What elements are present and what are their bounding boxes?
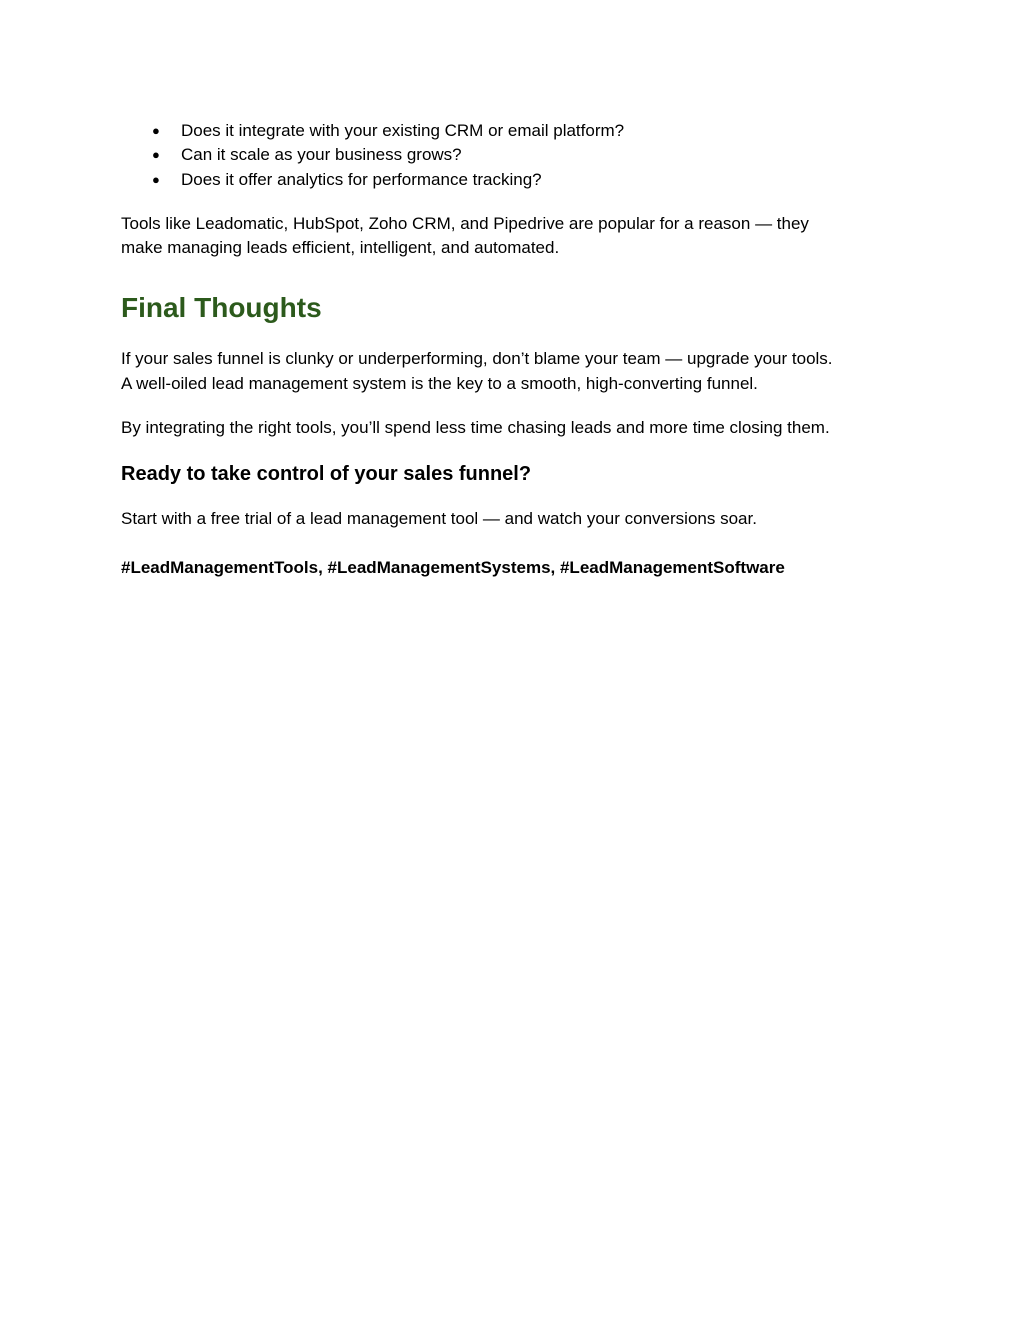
document-body bbox=[121, 119, 911, 580]
question-bullet-list bbox=[121, 119, 911, 192]
tools-paragraph-line: make managing leads efficient, intelligent, and automated. bbox=[121, 238, 560, 258]
bullet-icon: ● bbox=[152, 123, 160, 138]
bullet-item bbox=[121, 119, 911, 143]
funnel-paragraph bbox=[121, 347, 911, 396]
integrate-paragraph: By integrating the right tools, you’ll spend less time chasing leads and more time closing them. bbox=[121, 418, 830, 438]
tools-paragraph bbox=[121, 212, 911, 261]
ready-heading: Ready to take control of your sales funnel? bbox=[121, 463, 532, 486]
bullet-item bbox=[121, 168, 911, 192]
bullet-item bbox=[121, 143, 911, 167]
bullet-icon: ● bbox=[152, 171, 160, 187]
funnel-paragraph-line: If your sales funnel is clunky or underperforming, don’t blame your team — upgrade your tools. bbox=[121, 349, 833, 369]
funnel-paragraph-line: A well-oiled lead management system is the key to a smooth, high-converting funnel. bbox=[121, 373, 758, 393]
bullet-text: Can it scale as your business grows? bbox=[181, 145, 462, 165]
hashtags-line: #LeadManagementTools, #LeadManagementSystems, #LeadManagementSoftware bbox=[121, 557, 785, 577]
free-trial-paragraph: Start with a free trial of a lead management tool — and watch your conversions soar. bbox=[121, 509, 757, 529]
bullet-text: Does it integrate with your existing CRM or email platform? bbox=[181, 121, 625, 140]
bullet-icon: ● bbox=[152, 147, 160, 163]
final-thoughts-heading: Final Thoughts bbox=[121, 292, 322, 324]
tools-paragraph-line: Tools like Leadomatic, HubSpot, Zoho CRM, and Pipedrive are popular for a reason — they bbox=[121, 213, 809, 233]
bullet-text: Does it offer analytics for performance tracking? bbox=[181, 169, 542, 189]
